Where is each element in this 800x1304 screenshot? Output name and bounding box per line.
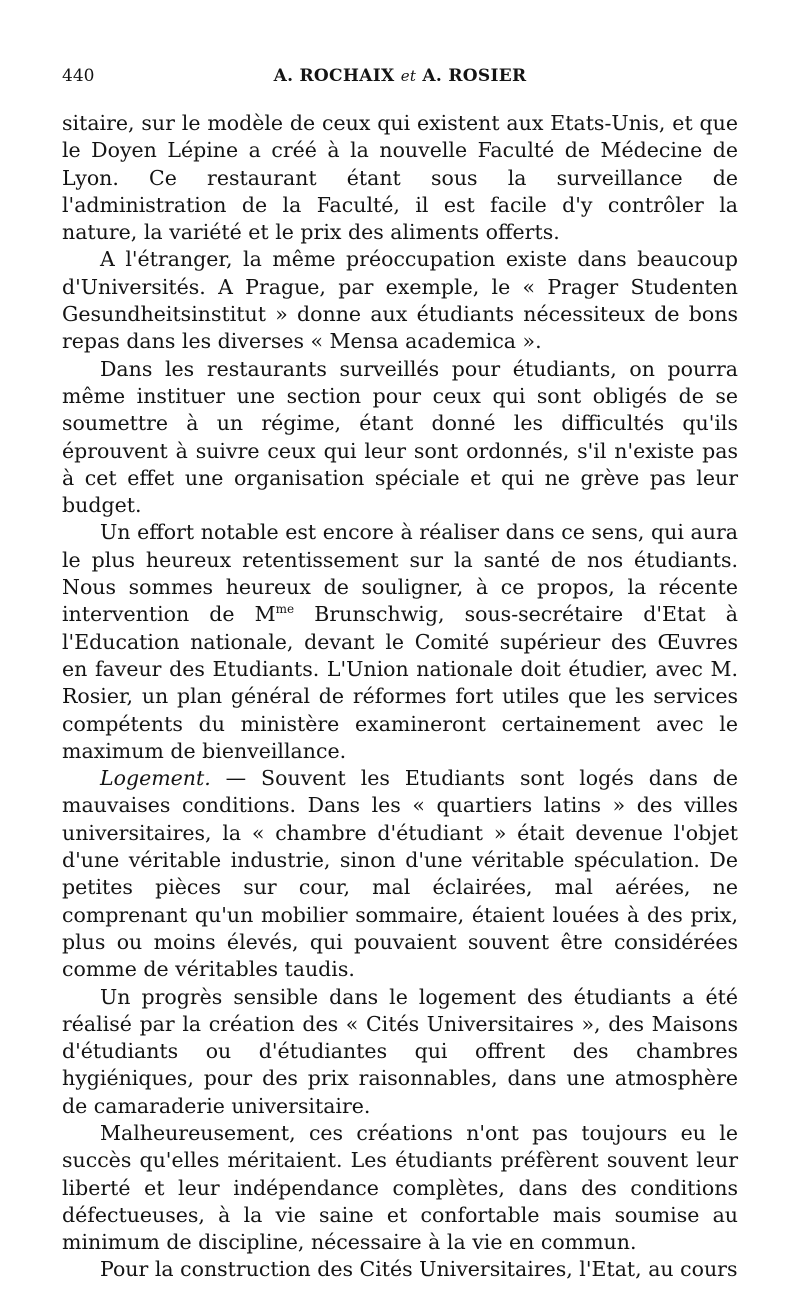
paragraph-7-text: Malheureusement, ces créations n'ont pas toujours eu le succès qu'elles méritaient. Les étudiants préfèrent souvent leur liberté et leur indépendance complètes, dans des conditions défectueuses, à la vie saine et confortable mais soumise au minimum de discipline, nécessaire à la vie en commun. [62,1120,738,1255]
paragraph-1-text: sitaire, sur le modèle de ceux qui existent aux Etats-Unis, et que le Doyen Lépine a créé à la nouvelle Faculté de Médecine de Lyon. Ce restaurant étant sous la surveillance de l'administration de la Faculté, il est facile d'y contrôler la nature, la variété et le prix des aliments offerts. [62,111,738,245]
paragraph-4-superscript: me [275,602,295,617]
paragraph-5 [62,765,738,983]
paragraph-5-text: — Souvent les Etudiants sont logés dans de mauvaises conditions. Dans les « quartiers latins » des villes universitaires, la « chambre d'étudiant » était devenue l'objet d'une véritable industrie, sinon d'une véritable spéculation. De petites pièces sur cour, mal éclairées, mal aérées, ne comprenant qu'un mobilier sommaire, étaient louées à des prix, plus ou moins élevés, qui pouvaient souvent être considérées comme de véritables taudis. [62,766,738,982]
paragraph-2 [62,246,738,355]
author-1: A. ROCHAIX [273,66,395,86]
paragraph-4-text-after: Brunschwig, sous-secrétaire d'Etat à l'Education nationale, devant le Comité supérieur des Œuvres en faveur des Etudiants. L'Union nationale doit étudier, avec M. Rosier, un plan général de réformes fort utiles que les services compétents du ministère examineront certainement avec le maximum de bienveillance. [62,602,739,763]
paragraph-7 [62,1120,738,1256]
paragraph-6 [62,984,738,1120]
paragraph-1 [62,110,738,246]
body-text [62,110,738,1284]
running-head [62,66,738,86]
paragraph-2-text: A l'étranger, la même préoccupation existe dans beaucoup d'Universités. A Prague, par exemple, le « Prager Studenten Gesundheitsinstitut » donne aux étudiants nécessiteux de bons repas dans les diverses « Mensa academica ». [62,247,738,354]
page-header [62,66,738,92]
paragraph-3 [62,356,738,520]
author-2: A. ROSIER [422,66,527,86]
author-conjunction: et [400,67,417,85]
paragraph-3-text: Dans les restaurants surveillés pour étudiants, on pourra même instituer une section pour ceux qui sont obligés de se soumettre à un régime, étant donné les difficultés qu'ils éprouvent à suivre ceux qui leur sont ordonnés, s'il n'existe pas à cet effet une organisation spéciale et qui ne grève pas leur budget. [62,356,738,518]
paragraph-4-text-before: Un effort notable est encore à réaliser dans ce sens, qui aura le plus heureux retentissement sur la santé de nos étudiants. Nous sommes heureux de souligner, à ce propos, la récente intervention de M [62,520,738,627]
paragraph-4 [62,519,738,765]
page-number: 440 [62,66,95,86]
paragraph-8-text: Pour la construction des Cités Universitaires, l'Etat, au cours [100,1257,738,1282]
paragraph-6-text: Un progrès sensible dans le logement des étudiants a été réalisé par la création des « Cités Universitaires », des Maisons d'étudiants ou d'étudiantes qui offrent des chambres hygiéniques, pour des prix raisonnables, dans une atmosphère de camaraderie universitaire. [62,984,738,1118]
section-heading-logement: Logement. [100,766,211,791]
paragraph-8 [62,1256,738,1283]
